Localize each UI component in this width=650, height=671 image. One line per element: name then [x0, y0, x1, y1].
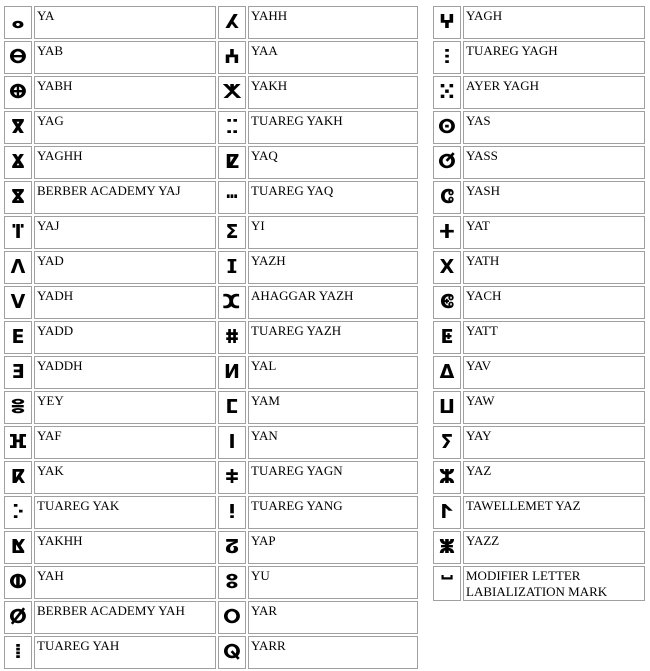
glyph-cell: ⵘ: [433, 76, 461, 109]
character-name-cell: YAS: [463, 111, 645, 144]
glyph-cell: ⵣ: [433, 461, 461, 494]
glyph-cell: ⵎ: [218, 391, 246, 424]
character-name-cell: TUAREG YAZH: [248, 321, 418, 354]
glyph-cell: ⵁ: [4, 601, 32, 634]
character-name-cell: YAJ: [34, 216, 216, 249]
glyph-cell: ⵝ: [433, 251, 461, 284]
table-row: [218, 566, 418, 599]
glyph-cell: ⵛ: [433, 181, 461, 214]
glyph-cell: ⵒ: [218, 531, 246, 564]
table-row: [4, 391, 216, 424]
table-row: [433, 146, 645, 179]
glyph-cell: ⵚ: [433, 146, 461, 179]
glyph-cell: ⵜ: [433, 216, 461, 249]
glyph-cell: ⴹ: [4, 321, 32, 354]
glyph-cell: ⵯ: [433, 566, 461, 601]
character-name-cell: YAGHH: [34, 146, 216, 179]
table-row: [218, 321, 418, 354]
glyph-cell: ⵐ: [218, 461, 246, 494]
table-row: [218, 426, 418, 459]
table-row: [433, 356, 645, 389]
glyph-cell: ⵇ: [218, 146, 246, 179]
table-row: [433, 426, 645, 459]
table-row: [433, 321, 645, 354]
glyph-cell: ⵔ: [218, 601, 246, 634]
glyph-cell: ⵙ: [433, 111, 461, 144]
table-row: [4, 426, 216, 459]
table-row: [218, 251, 418, 284]
character-name-cell: YAT: [463, 216, 645, 249]
glyph-cell: ⵡ: [433, 391, 461, 424]
character-name-cell: YAY: [463, 426, 645, 459]
glyph-cell: ⴰ: [4, 6, 32, 39]
glyph-cell: ⵖ: [433, 6, 461, 39]
character-name-cell: YAW: [463, 391, 645, 424]
character-name-cell: TUAREG YANG: [248, 496, 418, 529]
table-row: [4, 566, 216, 599]
glyph-cell: ⴷ: [4, 251, 32, 284]
glyph-cell: ⴴ: [4, 146, 32, 179]
character-name-cell: YACH: [463, 286, 645, 319]
glyph-cell: ⴸ: [4, 286, 32, 319]
glyph-cell: ⵟ: [433, 321, 461, 354]
table-row: [433, 461, 645, 494]
table-row: [4, 356, 216, 389]
table-row: [218, 76, 418, 109]
character-name-cell: YADD: [34, 321, 216, 354]
table-row: [433, 566, 645, 601]
character-name-cell: YAKHH: [34, 531, 216, 564]
glyph-cell: ⵋ: [218, 286, 246, 319]
glyph-cell: ⵑ: [218, 496, 246, 529]
glyph-cell: ⵓ: [218, 566, 246, 599]
table-row: [218, 636, 418, 669]
glyph-cell: ⵀ: [4, 566, 32, 599]
table-row: [218, 181, 418, 214]
table-row: [433, 531, 645, 564]
character-name-cell: YAD: [34, 251, 216, 284]
table-row: [4, 251, 216, 284]
character-name-cell: YAA: [248, 41, 418, 74]
table-row: [218, 531, 418, 564]
table-row: [433, 41, 645, 74]
character-name-cell: TUAREG YAQ: [248, 181, 418, 214]
character-name-cell: YASS: [463, 146, 645, 179]
character-name-cell: AYER YAGH: [463, 76, 645, 109]
character-name-cell: YAK: [34, 461, 216, 494]
glyph-cell: ⴾ: [4, 496, 32, 529]
character-name-cell: YU: [248, 566, 418, 599]
character-name-cell: YA: [34, 6, 216, 39]
glyph-cell: ⴼ: [4, 426, 32, 459]
table-row: [218, 356, 418, 389]
character-name-cell: YATH: [463, 251, 645, 284]
character-name-cell: YAF: [34, 426, 216, 459]
glyph-table-column-2: [216, 4, 420, 671]
character-name-cell: YAG: [34, 111, 216, 144]
table-row: [433, 181, 645, 214]
table-row: [218, 41, 418, 74]
glyph-cell: ⵗ: [433, 41, 461, 74]
character-name-cell: YAP: [248, 531, 418, 564]
glyph-cell: ⵥ: [433, 531, 461, 564]
table-row: [218, 461, 418, 494]
table-row: [433, 76, 645, 109]
glyph-cell: ⵉ: [218, 216, 246, 249]
character-name-cell: YATT: [463, 321, 645, 354]
glyph-cell: ⵏ: [218, 426, 246, 459]
character-name-cell: YAKH: [248, 76, 418, 109]
glyph-cell: ⵠ: [433, 356, 461, 389]
table-row: [218, 6, 418, 39]
glyph-table-column-3: [431, 4, 647, 603]
table-row: [4, 41, 216, 74]
character-name-cell: TUAREG YAGN: [248, 461, 418, 494]
glyph-cell: ⴶ: [4, 216, 32, 249]
character-name-cell: MODIFIER LETTER LABIALIZATION MARK: [463, 566, 645, 601]
character-name-cell: AHAGGAR YAZH: [248, 286, 418, 319]
glyph-cell: ⵤ: [433, 496, 461, 529]
glyph-cell: ⴱ: [4, 41, 32, 74]
glyph-cell: ⵌ: [218, 321, 246, 354]
character-name-cell: YABH: [34, 76, 216, 109]
character-name-cell: YARR: [248, 636, 418, 669]
character-name-cell: BERBER ACADEMY YAH: [34, 601, 216, 634]
table-row: [433, 496, 645, 529]
character-name-cell: YAB: [34, 41, 216, 74]
table-row: [4, 146, 216, 179]
glyph-cell: ⴿ: [4, 531, 32, 564]
character-name-cell: YAZ: [463, 461, 645, 494]
glyph-table: [2, 4, 218, 671]
table-row: [4, 321, 216, 354]
character-name-cell: YAHH: [248, 6, 418, 39]
character-name-cell: YADDH: [34, 356, 216, 389]
character-name-cell: YAR: [248, 601, 418, 634]
character-name-cell: YAM: [248, 391, 418, 424]
character-name-cell: TUAREG YAK: [34, 496, 216, 529]
glyph-cell: ⵃ: [218, 6, 246, 39]
table-row: [4, 496, 216, 529]
character-name-cell: YAGH: [463, 6, 645, 39]
table-row: [4, 6, 216, 39]
glyph-cell: ⵅ: [218, 76, 246, 109]
glyph-table: [431, 4, 647, 603]
character-name-cell: TUAREG YAGH: [463, 41, 645, 74]
table-row: [218, 601, 418, 634]
glyph-cell: ⵕ: [218, 636, 246, 669]
glyph-cell: ⴺ: [4, 356, 32, 389]
glyph-cell: ⵄ: [218, 41, 246, 74]
glyph-cell: ⴽ: [4, 461, 32, 494]
table-row: [218, 146, 418, 179]
table-row: [4, 76, 216, 109]
character-name-cell: YAZZ: [463, 531, 645, 564]
glyph-cell: ⵊ: [218, 251, 246, 284]
character-name-cell: TUAREG YAH: [34, 636, 216, 669]
table-row: [4, 461, 216, 494]
table-row: [4, 531, 216, 564]
table-row: [4, 181, 216, 214]
glyph-cell: ⴵ: [4, 181, 32, 214]
table-row: [218, 391, 418, 424]
table-row: [433, 251, 645, 284]
table-row: [433, 286, 645, 319]
table-row: [4, 111, 216, 144]
table-row: [4, 216, 216, 249]
table-row: [4, 286, 216, 319]
glyph-table: [216, 4, 420, 671]
glyph-cell: ⵍ: [218, 356, 246, 389]
table-row: [218, 496, 418, 529]
glyph-cell: ⵈ: [218, 181, 246, 214]
table-row: [433, 6, 645, 39]
glyph-cell: ⴳ: [4, 111, 32, 144]
table-row: [4, 636, 216, 669]
character-name-cell: YAV: [463, 356, 645, 389]
character-name-cell: YAH: [34, 566, 216, 599]
glyph-cell: ⵞ: [433, 286, 461, 319]
table-row: [218, 216, 418, 249]
character-name-cell: YAQ: [248, 146, 418, 179]
table-row: [433, 216, 645, 249]
character-name-cell: YAN: [248, 426, 418, 459]
table-row: [218, 111, 418, 144]
character-name-cell: TAWELLEMET YAZ: [463, 496, 645, 529]
character-name-cell: YAZH: [248, 251, 418, 284]
character-name-cell: TUAREG YAKH: [248, 111, 418, 144]
character-name-cell: BERBER ACADEMY YAJ: [34, 181, 216, 214]
character-name-cell: YASH: [463, 181, 645, 214]
character-name-cell: YEY: [34, 391, 216, 424]
table-row: [433, 111, 645, 144]
glyph-cell: ⵢ: [433, 426, 461, 459]
character-name-cell: YAL: [248, 356, 418, 389]
glyph-cell: ⵂ: [4, 636, 32, 669]
glyph-cell: ⴲ: [4, 76, 32, 109]
glyph-table-column-1: [2, 4, 218, 671]
glyph-cell: ⴻ: [4, 391, 32, 424]
table-row: [433, 391, 645, 424]
character-name-cell: YADH: [34, 286, 216, 319]
table-row: [218, 286, 418, 319]
character-name-cell: YI: [248, 216, 418, 249]
table-row: [4, 601, 216, 634]
glyph-cell: ⵆ: [218, 111, 246, 144]
